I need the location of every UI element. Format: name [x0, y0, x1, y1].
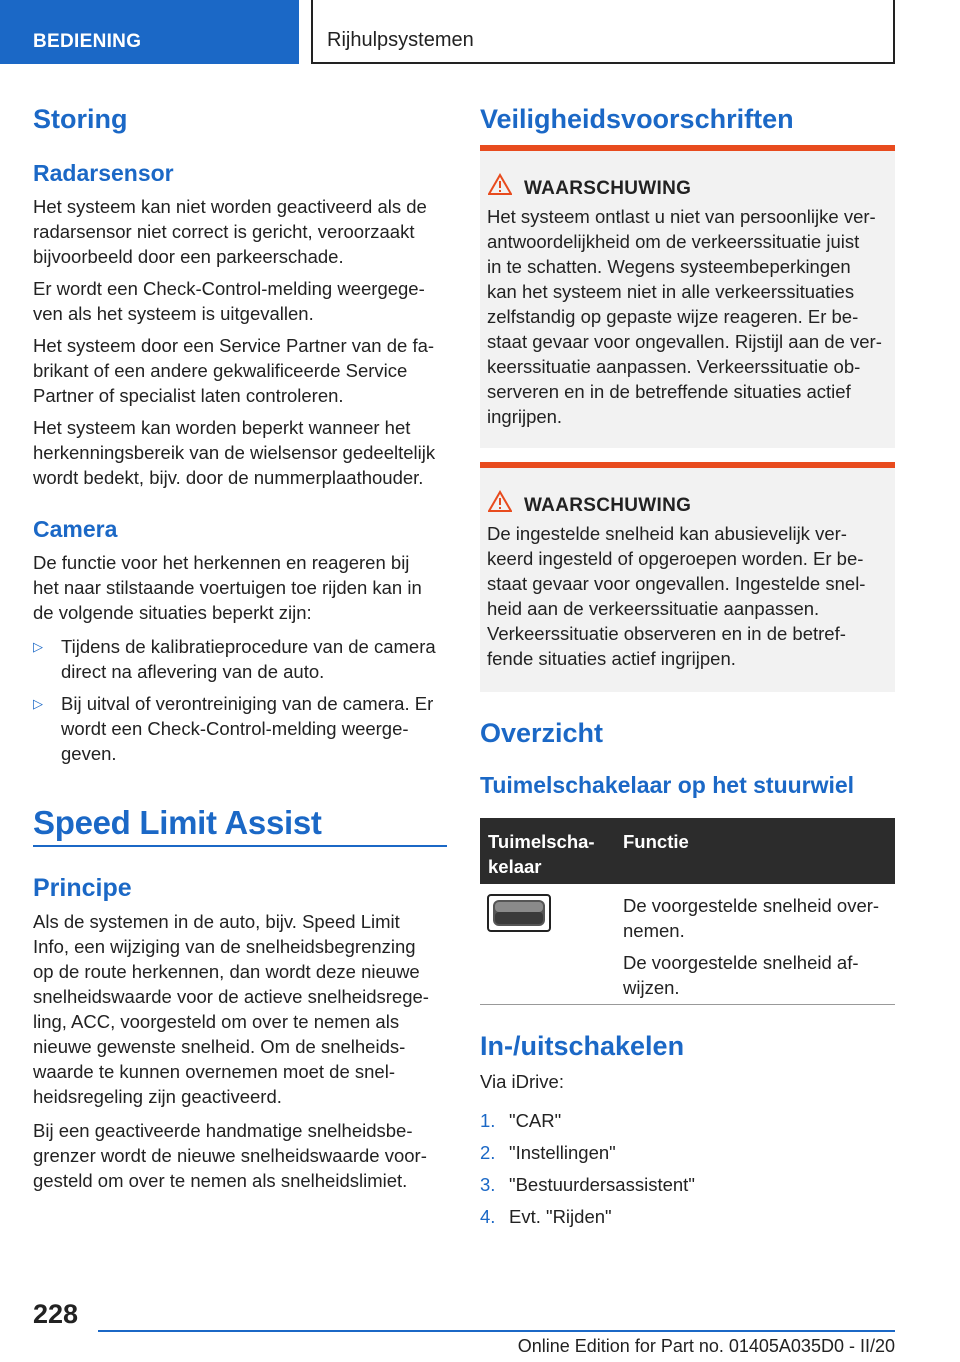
list-item: 1. "CAR" [480, 1110, 562, 1131]
column-header: Functie [623, 831, 689, 852]
table-cell: De voorgestelde snelheid af- wijzen. [623, 952, 859, 998]
rocker-switch-icon [487, 894, 551, 932]
onoff-heading: In-/uitschakelen [480, 1031, 685, 1061]
table-cell: De voorgestelde snelheid over- nemen. [623, 895, 880, 941]
overview-heading: Overzicht [480, 718, 604, 748]
warning-triangle-icon [488, 173, 512, 195]
via-idrive-text: Via iDrive: [480, 1071, 564, 1092]
storing-heading: Storing [33, 104, 128, 134]
list-item: 4. Evt. "Rijden" [480, 1206, 612, 1227]
footer-rule [98, 1330, 895, 1332]
speed-limit-assist-heading: Speed Limit Assist [33, 804, 322, 841]
triangle-bullet-icon: ▷ [33, 696, 43, 711]
rocker-switch-heading: Tuimelschakelaar op het stuurwiel [480, 772, 855, 798]
principe-paragraph-2: Bij een geactiveerde handmatige snelheidsbe- grenzer wordt de nieuwe snelheidswaarde voor- gesteld om over te nemen als snelheidslimiet. [33, 1120, 427, 1191]
principe-heading: Principe [33, 874, 132, 902]
heading-rule [33, 845, 447, 847]
safety-heading: Veiligheidsvoorschriften [480, 104, 794, 134]
radar-paragraph-2: Er wordt een Check-Control-melding weergege- ven als het systeem is uitgevallen. [33, 278, 425, 324]
warning-label: WAARSCHUWING [524, 178, 692, 199]
chapter-title: Rijhulpsystemen [311, 0, 895, 64]
principe-paragraph-1: Als de systemen in de auto, bijv. Speed Limit Info, een wijziging van de snelheidsbegrenzing op de route herkennen, dan wordt deze nieuwe snelheidswaarde voor de actieve snelheidsrege- ling, ACC, voorgesteld om over te nemen als nieuwe gewenste snelheid. Om de snelheids- waarde te kunnen overnemen moet de snel- heidsregeling zijn geactiveerd. [33, 911, 429, 1107]
warning-box-2 [480, 462, 895, 692]
triangle-bullet-icon: ▷ [33, 639, 43, 654]
column-header: Tuimelscha- kelaar [488, 831, 595, 877]
table-divider [480, 1004, 895, 1005]
list-item: ▷ Bij uitval of verontreiniging van de camera. Er wordt een Check-Control-melding weerge- geven. [33, 693, 434, 764]
warning-text: De ingestelde snelheid kan abusievelijk ver- keerd ingesteld of opgeroepen worden. Er be- staat gevaar voor ongevallen. Ingestelde snel- heid aan de verkeerssituatie aanpassen. Verkeerssituatie observeren en in de betref- fende situaties actief ingrijpen. [487, 523, 866, 669]
warning-box-1 [480, 145, 895, 448]
list-item: 2. "Instellingen" [480, 1142, 616, 1163]
warning-triangle-icon [488, 490, 512, 512]
camera-heading: Camera [33, 516, 118, 542]
radar-paragraph-4: Het systeem kan worden beperkt wanneer het herkenningsbereik van de wielsensor gedeeltelijk wordt bedekt, bijv. door de nummerplaathouder. [33, 417, 436, 488]
page-header [0, 0, 960, 66]
radarsensor-heading: Radarsensor [33, 160, 174, 186]
radar-paragraph-1: Het systeem kan niet worden geactiveerd als de radarsensor niet correct is gericht, veroorzaakt bijvoorbeeld door een parkeerschade. [33, 196, 427, 267]
warning-label: WAARSCHUWING [524, 495, 692, 516]
list-item: ▷ Tijdens de kalibratieprocedure van de camera direct na aflevering van de auto. [33, 636, 436, 682]
section-tab[interactable]: BEDIENING [0, 0, 299, 64]
list-item: 3. "Bestuurdersassistent" [480, 1174, 695, 1195]
page-number: 228 [33, 1299, 79, 1329]
table-header [480, 818, 895, 884]
camera-paragraph: De functie voor het herkennen en reageren bij het naar stilstaande voertuigen toe rijden kan in de volgende situaties beperkt zijn: [33, 552, 422, 623]
radar-paragraph-3: Het systeem door een Service Partner van de fa- brikant of een andere gekwalificeerde Service Partner of specialist laten controleren. [33, 335, 435, 406]
edition-footer: Online Edition for Part no. 01405A035D0 - II/20 [517, 1336, 895, 1356]
warning-text: Het systeem ontlast u niet van persoonlijke ver- antwoordelijkheid om de verkeerssituatie juist in te schatten. Wegens systeembeperkingen kan het systeem niet in alle verkeerssituaties zelfstandig op gepaste wijze reageren. Er be- staat gevaar voor ongevallen. Rijstijl aan de ver- keerssituatie aanpassen. Verkeerssituatie ob- serveren en in de betreffende situaties actief ingrijpen. [487, 206, 882, 427]
